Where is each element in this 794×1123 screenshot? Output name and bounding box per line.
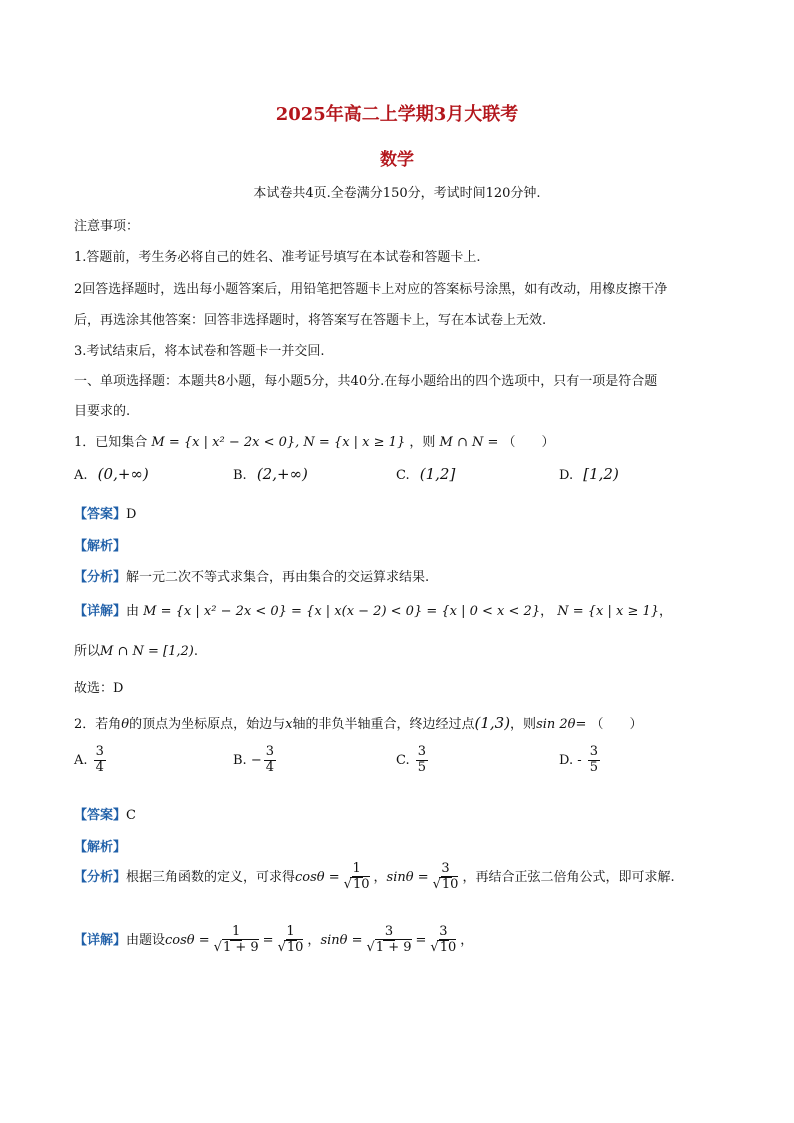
- option-fraction: [94, 745, 106, 776]
- question-1: [74, 431, 555, 450]
- fenxi-text: 解一元二次不等式求集合，再由集合的交运算求结果.: [126, 570, 430, 585]
- option-sign: −: [250, 752, 262, 768]
- cos-fraction: [342, 862, 372, 893]
- option-value: (2,+∞): [256, 465, 308, 483]
- answer-value: C: [126, 808, 136, 823]
- fraction-numerator: 1: [232, 924, 241, 939]
- question-1-blank: = （ ）: [487, 435, 555, 450]
- fraction-numerator: 3: [589, 744, 599, 759]
- q2-option-a: [74, 745, 108, 776]
- fraction-denominator: 4: [95, 759, 104, 775]
- fraction-denominator: √10: [343, 876, 370, 892]
- sqrt-radicand: 1 + 9: [222, 939, 259, 955]
- fraction-denominator: 4: [265, 759, 275, 775]
- q1-option-a: [74, 465, 149, 483]
- section-heading-line-2: 目要求的.: [74, 404, 131, 419]
- option-sign: -: [577, 752, 582, 768]
- q2-option-b: [233, 745, 278, 776]
- fraction-denominator: √1 + 9: [366, 939, 412, 955]
- fraction-numerator: 3: [441, 861, 450, 876]
- cos-label: cosθ =: [295, 869, 340, 885]
- fenxi-text-b: ，再结合正弦二倍角公式，即可求解.: [462, 869, 675, 885]
- q2-point: (1,3): [474, 714, 511, 732]
- note-2-line-1: 2回答选择题时，选出每小题答案后，用铅笔把答题卡上对应的答案标号涂黑，如有改动，用橡皮擦干净: [74, 282, 668, 297]
- cos-label: cosθ =: [165, 932, 210, 948]
- q2-analysis-heading: [74, 836, 126, 855]
- option-label: A.: [74, 468, 88, 483]
- q2-prefix: 2．若角: [74, 717, 122, 732]
- end-comma: ，: [460, 932, 474, 948]
- fraction-denominator: √10: [277, 939, 304, 955]
- sqrt-radicand: 10: [439, 939, 457, 955]
- option-value: (0,+∞): [97, 465, 149, 483]
- answer-tag: 【答案】: [74, 507, 127, 522]
- comma: ，: [373, 869, 387, 885]
- q1-option-d: [559, 465, 619, 483]
- option-fraction: [588, 745, 600, 776]
- question-1-sets: M = {x | x² − 2x < 0}, N = {x | x ≥ 1}: [151, 435, 406, 450]
- q2-fenxi: [74, 862, 675, 893]
- sin-fraction: [431, 862, 461, 893]
- fraction-numerator: 3: [95, 744, 104, 759]
- sin-label: sinθ =: [386, 869, 429, 885]
- sqrt-radicand: 1 + 9: [375, 939, 412, 955]
- option-label: C.: [396, 752, 410, 768]
- cos-fraction-2: [276, 925, 306, 956]
- option-label: D.: [559, 468, 574, 483]
- q1-option-c: [396, 465, 455, 483]
- sqrt-radicand: 10: [352, 876, 370, 892]
- question-2: [74, 713, 643, 732]
- fraction-denominator: √10: [432, 876, 459, 892]
- section-heading-line-1: 一、单项选择题：本题共8小题，每小题5分，共40分.在每小题给出的四个选项中，只有一项是符合题: [74, 374, 658, 389]
- xiangjie-math-2: N = {x | x ≥ 1}: [557, 604, 660, 619]
- option-fraction: [264, 745, 276, 776]
- fraction-numerator: 3: [265, 744, 275, 759]
- sin-fraction-1: [365, 925, 414, 956]
- fraction-denominator: 5: [589, 759, 599, 775]
- cos-fraction-1: [212, 925, 261, 956]
- exam-title: 2025年高二上学期3月大联考: [275, 104, 519, 125]
- notes-heading: 注意事项：: [74, 219, 140, 234]
- q2-x: x: [285, 717, 293, 732]
- result-math: M ∩ N = [1,2): [100, 644, 194, 659]
- sqrt-radicand: 10: [441, 876, 459, 892]
- fenxi-tag: 【分析】: [74, 869, 127, 885]
- q2-mid-2: 轴的非负半轴重合，终边经过点: [292, 717, 475, 732]
- q2-mid-1: 的顶点为坐标原点，始边与: [129, 717, 286, 732]
- question-1-suffix: ，则: [409, 435, 436, 450]
- option-value: (1,2]: [419, 465, 456, 483]
- sin-fraction-2: [428, 925, 458, 956]
- note-1: 1.答题前，考生务必将自己的姓名、准考证号填写在本试卷和答题卡上.: [74, 250, 481, 265]
- exam-info: 本试卷共4页.全卷满分150分，考试时间120分钟.: [253, 186, 541, 201]
- fraction-numerator: 1: [286, 924, 295, 939]
- fraction-denominator: √1 + 9: [213, 939, 259, 955]
- q2-blank: = （ ）: [575, 717, 643, 732]
- q2-xiangjie: 【详解】由题设cosθ = $\frac{1}{√1 + 9}$ = $\frac{1}{√10}$ ，sinθ = $\frac{3}{√1 + 9}$ = $\frac{3}{√10}$ ，: [74, 924, 474, 955]
- q2-answer: [74, 804, 136, 823]
- q2-expr: sin 2θ: [536, 717, 576, 732]
- q1-choose: 故选：D: [74, 681, 124, 696]
- q1-answer: [74, 503, 136, 522]
- answer-value: D: [126, 507, 137, 522]
- fraction-numerator: 1: [352, 861, 361, 876]
- option-label: B.: [233, 468, 247, 483]
- answer-tag: 【答案】: [74, 808, 127, 823]
- xiangjie-tag: 【详解】: [74, 604, 127, 619]
- sin-label: sinθ =: [320, 932, 363, 948]
- q1-option-b: [233, 465, 308, 483]
- fraction-numerator: 3: [417, 744, 427, 759]
- q2-theta: θ: [121, 717, 130, 732]
- option-value: [1,2): [583, 465, 619, 483]
- xiangjie-prefix: 由: [126, 604, 140, 619]
- option-label: C.: [396, 468, 410, 483]
- option-label: A.: [74, 752, 88, 768]
- fenxi-tag: 【分析】: [74, 570, 127, 585]
- note-3: 3.考试结束后，将本试卷和答题卡一并交回.: [74, 344, 325, 359]
- q1-xiangjie: 【详解】由 M = {x | x² − 2x < 0} = {x | x(x − 2) < 0} = {x | 0 < x < 2}， N = {x | x ≥ 1}，: [74, 604, 673, 619]
- q2-mid-3: ，则: [510, 717, 537, 732]
- fraction-denominator: √10: [430, 939, 457, 955]
- q2-option-c: [396, 745, 430, 776]
- analysis-tag: 【解析】: [74, 840, 127, 855]
- xiangjie-prefix: 由题设: [126, 932, 166, 948]
- analysis-tag: 【解析】: [74, 539, 127, 554]
- option-label: B.: [233, 752, 247, 768]
- result-prefix: 所以: [74, 644, 101, 659]
- fraction-denominator: 5: [417, 759, 427, 775]
- option-fraction: [416, 745, 428, 776]
- fraction-numerator: 3: [384, 924, 394, 939]
- note-2-line-2: 后，再选涂其他答案：回答非选择题时，将答案写在答题卡上，写在本试卷上无效.: [74, 313, 547, 328]
- question-1-expr: M ∩ N: [439, 435, 484, 450]
- question-1-prefix: 1．已知集合: [74, 435, 148, 450]
- sqrt-radicand: 10: [286, 939, 304, 955]
- fraction-numerator: 3: [439, 924, 448, 939]
- q1-analysis-heading: [74, 535, 126, 554]
- subject-title: 数学: [380, 150, 414, 170]
- fenxi-text-a: 根据三角函数的定义，可求得: [126, 869, 296, 885]
- q2-option-d: [559, 745, 602, 776]
- xiangjie-math: M = {x | x² − 2x < 0} = {x | x(x − 2) < 0} = {x | 0 < x < 2}: [143, 604, 541, 619]
- q1-result: 所以M ∩ N = [1,2).: [74, 644, 198, 659]
- q1-fenxi: [74, 566, 429, 585]
- comma: ，: [307, 932, 321, 948]
- xiangjie-tag: 【详解】: [74, 932, 127, 948]
- option-label: D.: [559, 752, 574, 768]
